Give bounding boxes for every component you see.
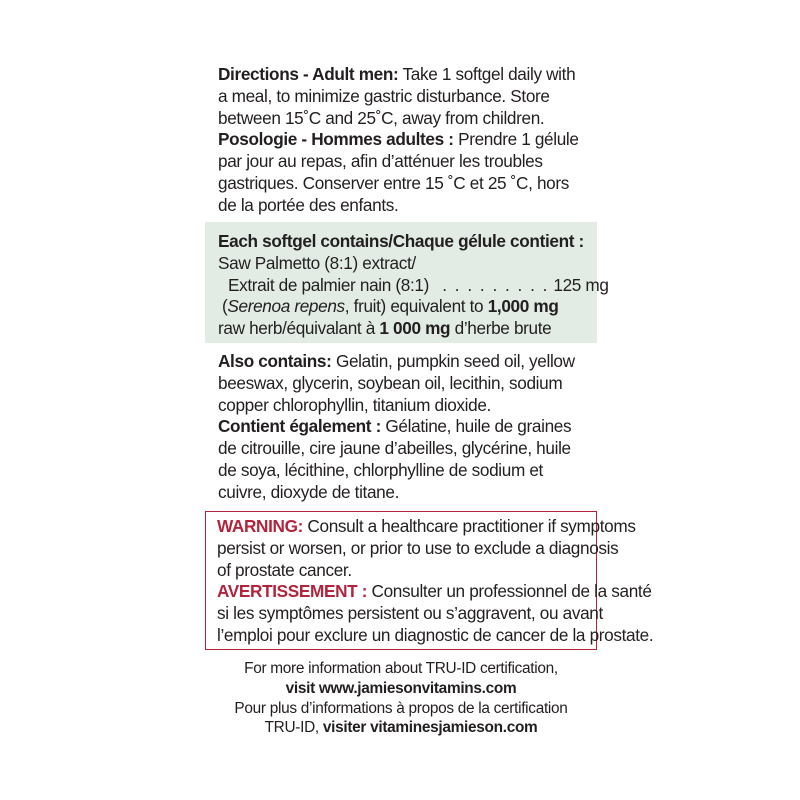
contents-line-1: Saw Palmetto (8:1) extract/ bbox=[218, 252, 416, 273]
contents-heading: Each softgel contains/Chaque gélule contient : bbox=[218, 231, 584, 251]
contents-line-2: Extrait de palmier nain (8:1) . . . . . . . . . 125 mg bbox=[228, 274, 609, 295]
also-fr-line-4: cuivre, dioxyde de titane. bbox=[218, 481, 400, 502]
herb-equivalent-fr: 1 000 mg bbox=[379, 318, 451, 339]
also-en-line-3: copper chlorophyllin, titanium dioxide. bbox=[218, 394, 491, 415]
also-fr-line-3: de soya, lécithine, chlorphylline de sodium et bbox=[218, 459, 543, 480]
contents-panel bbox=[205, 222, 609, 343]
directions-en-line-1: Directions - Adult men: Take 1 softgel daily with bbox=[218, 64, 576, 84]
directions-fr-label: Posologie - Hommes adultes : bbox=[218, 129, 454, 150]
also-en-line-2: beeswax, glycerin, soybean oil, lecithin, sodium bbox=[218, 372, 563, 393]
more-info-section bbox=[205, 659, 597, 738]
warning-en-line-2: persist or worsen, or prior to use to exclude a diagnosis bbox=[217, 537, 619, 558]
more-info-line-4: TRU-ID, visiter vitaminesjamieson.com bbox=[264, 719, 538, 737]
more-info-line-3: Pour plus d’informations à propos de la certification bbox=[234, 699, 568, 717]
directions-en-line-3: between 15˚C and 25˚C, away from children. bbox=[218, 107, 545, 128]
leader-dots: . . . . . . . . . bbox=[442, 274, 549, 295]
warning-fr-line-3: l’emploi pour exclure un diagnostic de cancer de la prostate. bbox=[217, 624, 654, 645]
more-info-line-1: For more information about TRU-ID certification, bbox=[244, 660, 558, 677]
also-contains-section bbox=[218, 351, 598, 504]
also-en-line-1: Also contains: Gelatin, pumpkin seed oil, yellow bbox=[218, 351, 575, 371]
directions-fr-line-1: Posologie - Hommes adultes : Prendre 1 gélule bbox=[218, 129, 579, 150]
contents-line-4: raw herb/équivalant à 1 000 mg d’herbe brute bbox=[218, 318, 552, 339]
more-info-url-en: visit www.jamiesonvitamins.com bbox=[285, 679, 517, 697]
also-fr-line-2: de citrouille, cire jaune d’abeilles, glycérine, huile bbox=[218, 438, 571, 459]
herb-equivalent-en: 1,000 mg bbox=[487, 296, 559, 317]
warning-fr-line-2: si les symptômes persistent ou s’aggravent, ou avant bbox=[217, 603, 603, 624]
directions-section bbox=[218, 64, 598, 217]
warning-fr-line-1: AVERTISSEMENT : Consulter un professionnel de la santé bbox=[217, 581, 652, 602]
warning-panel bbox=[205, 511, 654, 650]
also-fr-line-1: Contient également : Gélatine, huile de graines bbox=[218, 416, 572, 437]
warning-en-line-3: of prostate cancer. bbox=[217, 559, 352, 580]
warning-en-line-1: WARNING: Consult a healthcare practitioner if symptoms bbox=[217, 516, 636, 536]
also-en-label: Also contains: bbox=[218, 351, 332, 371]
directions-fr-line-4: de la portée des enfants. bbox=[218, 194, 399, 215]
also-fr-label: Contient également : bbox=[218, 416, 381, 437]
extract-amount: 125 mg bbox=[553, 274, 609, 295]
species-name: Serenoa repens bbox=[227, 296, 345, 317]
warning-fr-label: AVERTISSEMENT : bbox=[217, 581, 368, 602]
warning-en-label: WARNING: bbox=[217, 516, 303, 536]
more-info-url-fr: visiter vitaminesjamieson.com bbox=[322, 719, 538, 737]
directions-en-label: Directions - Adult men: bbox=[218, 64, 399, 84]
directions-fr-line-2: par jour au repas, afin d’atténuer les troubles bbox=[218, 151, 543, 172]
directions-en-line-2: a meal, to minimize gastric disturbance. Store bbox=[218, 85, 550, 106]
directions-fr-line-3: gastriques. Conserver entre 15 ˚C et 25 ˚C, hors bbox=[218, 172, 569, 193]
contents-line-3: (Serenoa repens, fruit) equivalent to 1,000 mg bbox=[222, 296, 559, 317]
